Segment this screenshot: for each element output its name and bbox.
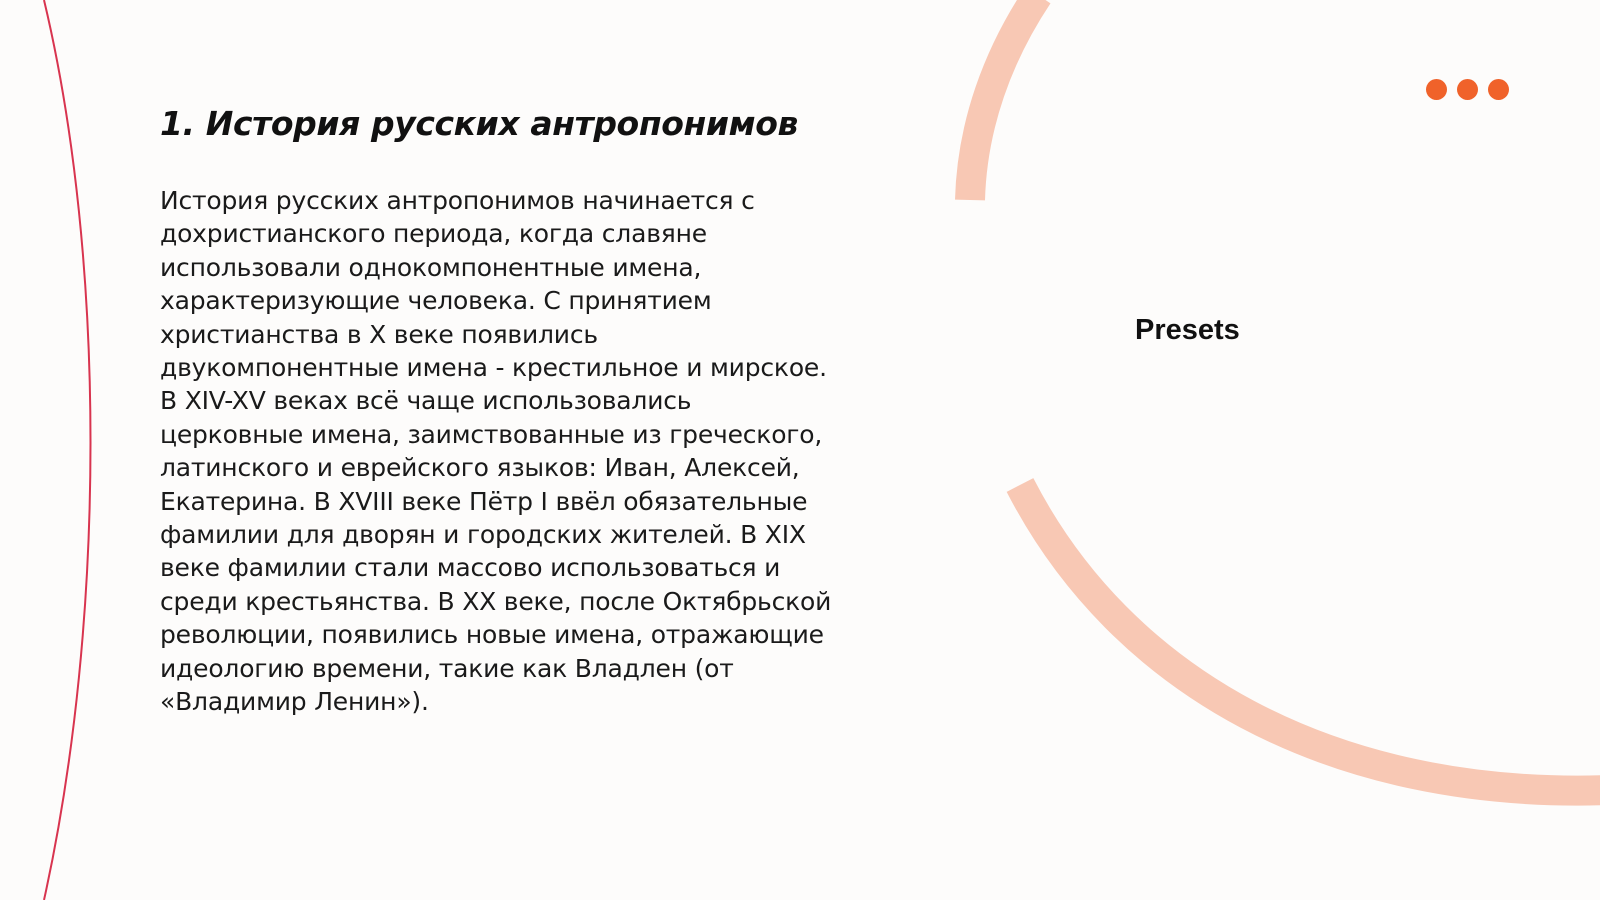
dot-2 [1457,79,1478,100]
ring-arc-top [970,0,1038,200]
dot-1 [1426,79,1447,100]
dot-3 [1488,79,1509,100]
left-accent-curve [44,0,91,900]
more-dots-icon[interactable] [1426,79,1509,100]
slide-title: 1. История русских антропонимов [160,104,798,143]
ring-arc-bottom [1020,485,1600,791]
presets-label: Presets [1135,314,1240,346]
slide-body-text: История русских антропонимов начинается с дохристианского периода, когда славяне использовали однокомпонентные имена, характеризующие человека. С принятием христианства в X веке появились двукомпонентные имена - крестильное и мирское. В XIV-XV веках всё чаще использовались церковные имена, заимствованные из греческого, латинского и еврейского языков: Иван, Алексей, Екатерина. В XVIII веке Пётр I ввёл обязательные фамилии для дворян и городских жителей. В XIX веке фамилии стали массово использоваться и среди крестьянства. В XX веке, после Октябрьской революции, появились новые имена, отражающие идеологию времени, такие как Владлен (от «Владимир Ленин»). [160,186,832,717]
